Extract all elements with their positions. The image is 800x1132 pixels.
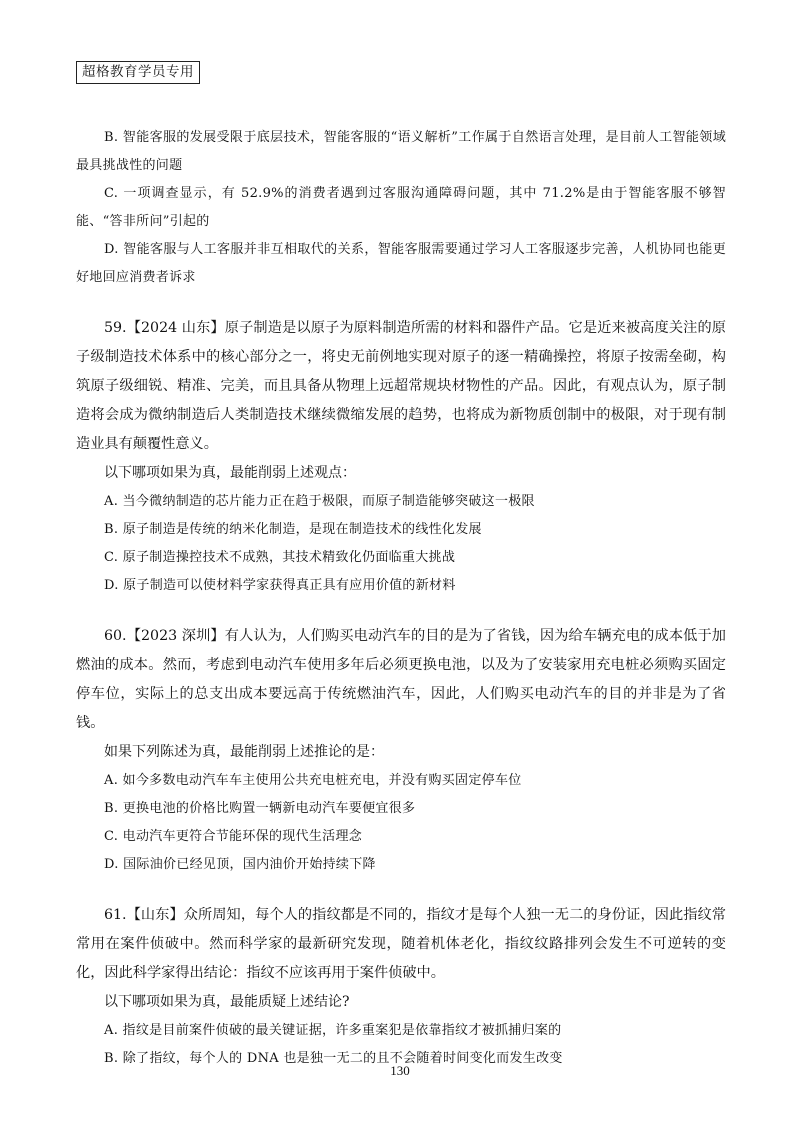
question-stem: 59.【2024 山东】原子制造是以原子为原料制造所需的材料和器件产品。它是近来被高度关注的原子级制造技术体系中的核心部分之一，将史无前例地实现对原子的逐一精确操控，将原子按需垒砌，构筑原子级细锐、精准、完美，而且具备从物理上远超常规块材物性的产品。因此，有观点认为，原子制造将会成为微纳制造后人类制造技术继续微缩发展的趋势，也将成为新物质创制中的极限，对于现有制造业具有颠覆性意义。 [76, 320, 726, 452]
question-prompt: 如果下列陈述为真，最能削弱上述推论的是： [104, 744, 384, 760]
page-content [76, 124, 726, 1073]
option-b: B. 更换电池的价格比购置一辆新电动汽车要便宜很多 [104, 801, 416, 816]
question-stem: 60.【2023 深圳】有人认为，人们购买电动汽车的目的是为了省钱，因为给车辆充电的成本低于加燃油的成本。然而，考虑到电动汽车使用多年后必须更换电池，以及为了安装家用充电桩必须购买固定停车位，实际上的总支出成本要远高于传统燃油汽车，因此，人们购买电动汽车的目的并非是为了省钱。 [76, 628, 726, 731]
option-d: D. 智能客服与人工客服并非互相取代的关系，智能客服需要通过学习人工客服逐步完善，人机协同也能更好地回应消费者诉求 [76, 242, 726, 285]
question-prompt: 以下哪项如果为真，最能削弱上述观点： [104, 465, 356, 481]
option-a: A. 指纹是目前案件侦破的最关键证据，许多重案犯是依靠指纹才被抓捕归案的 [104, 1023, 562, 1038]
question-60 [76, 622, 726, 879]
option-a: A. 当今微纳制造的芯片能力正在趋于极限，而原子制造能够突破这一极限 [104, 494, 535, 509]
option-d: D. 原子制造可以使材料学家获得真正具有应用价值的新材料 [104, 578, 456, 593]
option-b: B. 智能客服的发展受限于底层技术，智能客服的“语义解析”工作属于自然语言处理，是目前人工智能领域最具挑战性的问题 [76, 130, 726, 173]
option-b: B. 除了指纹，每个人的 DNA 也是独一无二的且不会随着时间变化而发生改变 [104, 1051, 563, 1066]
prev-question-options [76, 124, 726, 292]
question-stem: 61.【山东】众所周知，每个人的指纹都是不同的，指纹才是每个人独一无二的身份证，因此指纹常常用在案件侦破中。然而科学家的最新研究发现，随着机体老化，指纹纹路排列会发生不可逆转的变化，因此科学家得出结论：指纹不应该再用于案件侦破中。 [76, 907, 726, 981]
option-b: B. 原子制造是传统的纳米化制造，是现在制造技术的线性化发展 [104, 522, 482, 537]
question-61 [76, 901, 726, 1073]
question-prompt: 以下哪项如果为真，最能质疑上述结论? [104, 994, 350, 1010]
option-c: C. 原子制造操控技术不成熟，其技术精致化仍面临重大挑战 [104, 550, 456, 565]
option-d: D. 国际油价已经见顶，国内油价开始持续下降 [104, 857, 376, 872]
option-a: A. 如今多数电动汽车车主使用公共充电桩充电，并没有购买固定停车位 [104, 773, 522, 788]
page-number: 130 [390, 1063, 410, 1078]
option-c: C. 一项调查显示，有 52.9%的消费者遇到过客服沟通障碍问题，其中 71.2%是由于智能客服不够智能、“答非所问”引起的 [76, 186, 726, 229]
header-label: 超格教育学员专用 [76, 61, 200, 84]
question-59 [76, 314, 726, 600]
option-c: C. 电动汽车更符合节能环保的现代生活理念 [104, 829, 363, 844]
